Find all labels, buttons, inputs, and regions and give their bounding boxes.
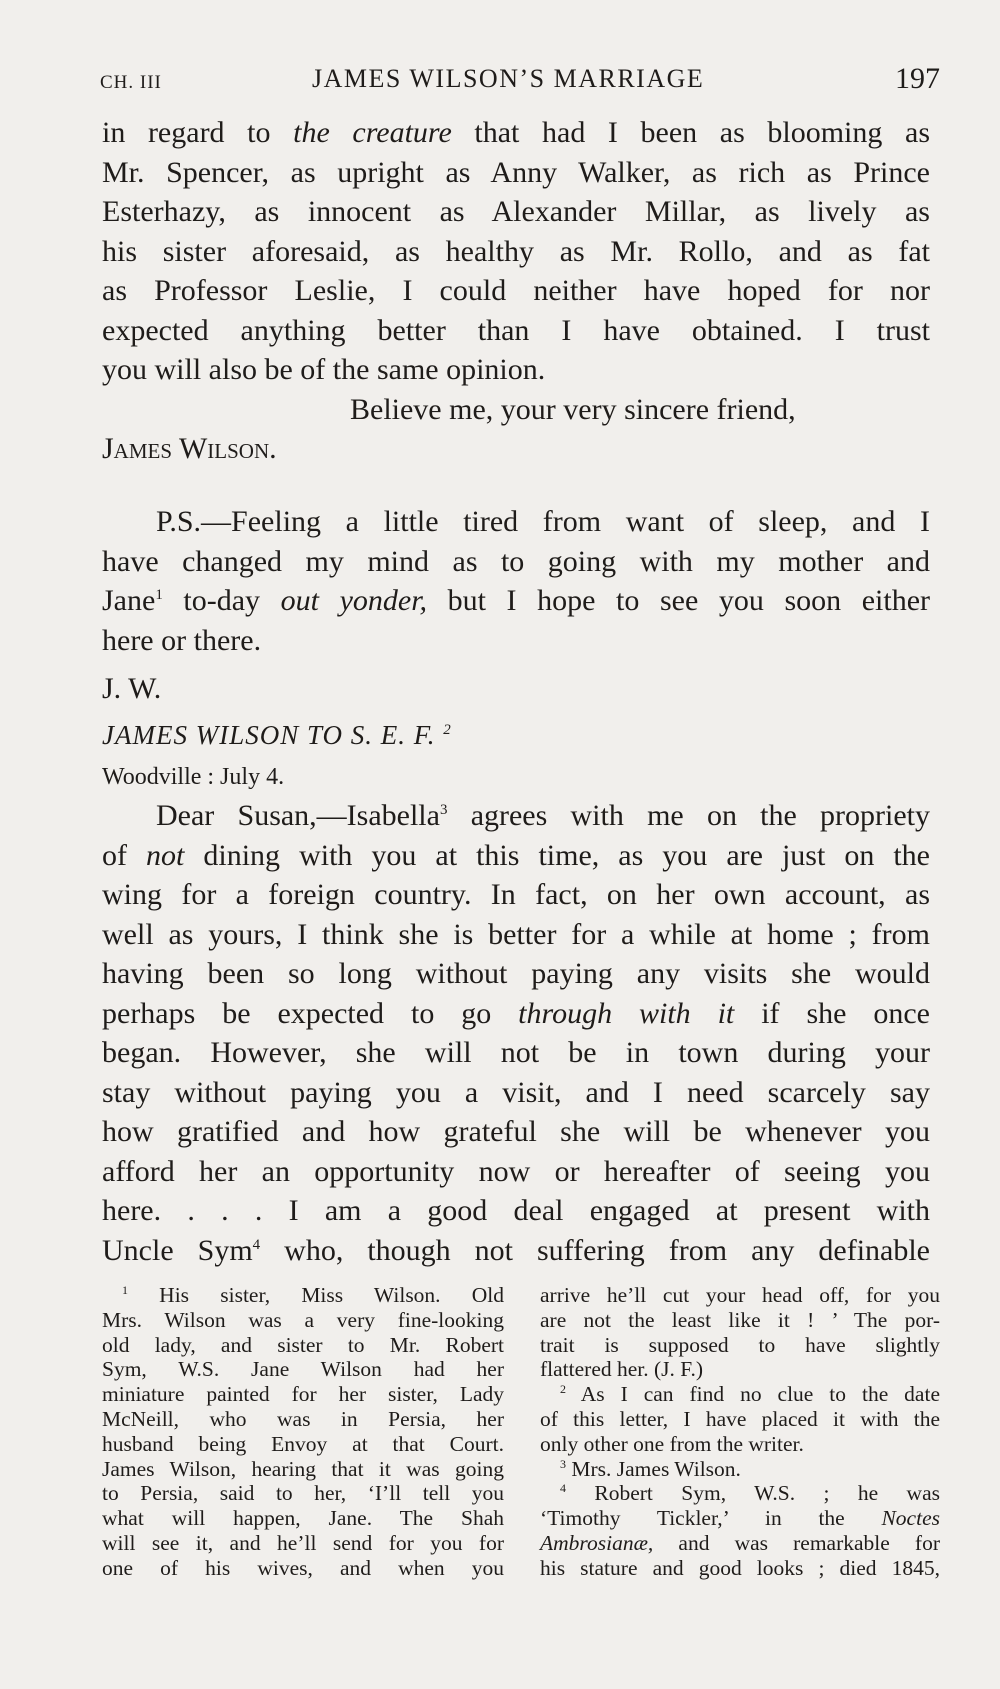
text-line: here or there. — [102, 623, 262, 657]
chapter-label: CH. III — [100, 72, 162, 93]
footnote-line: are not the least like it ! ’ The por- — [540, 1307, 940, 1332]
text-line: Jane$^1$ to-day out yonder, but I hope to see you soon either — [102, 584, 930, 617]
text-line: Esterhazy, as innocent as Alexander Millar, as lively as — [102, 195, 930, 228]
text-line: his sister aforesaid, as healthy as Mr. Rollo, and as fat — [102, 234, 930, 268]
text-line: as Professor Leslie, I could neither have hoped for nor — [102, 274, 930, 307]
footnote-line: one of his wives, and when you — [102, 1555, 504, 1580]
text-line: Uncle Sym$^4$ who, though not suffering from any definable — [102, 1233, 930, 1267]
text-line: in regard to the creature that had I been as blooming as — [102, 116, 930, 149]
footnote-line: husband being Envoy at that Court. — [102, 1431, 504, 1456]
text-line: wing for a foreign country. In fact, on her own account, as — [102, 878, 930, 911]
text-line: Dear Susan,—Isabella$^3$ agrees with me on the propriety — [156, 799, 930, 832]
footnote-line: miniature painted for her sister, Lady — [102, 1382, 504, 1407]
footnote-line: his stature and good looks ; died 1845, — [540, 1555, 940, 1580]
first-letter-body — [102, 113, 930, 469]
footnote-line: $^3$ Mrs. James Wilson. — [560, 1456, 741, 1481]
text-line: having been so long without paying any visits she would — [102, 957, 930, 990]
footnotes-right-column — [540, 1283, 940, 1581]
footnotes-left-column — [102, 1283, 504, 1581]
footnote-line: only other one from the writer. — [540, 1431, 804, 1456]
footnote-line: arrive he’ll cut your head off, for you — [540, 1283, 940, 1307]
footnote-line: old lady, and sister to Mr. Robert — [102, 1332, 504, 1357]
letter-heading: JAMES WILSON TO S. E. F. $^2$ — [102, 720, 452, 750]
footnote-line: James Wilson, hearing that it was going — [102, 1456, 504, 1481]
text-line: began. However, she will not be in town during your — [102, 1036, 930, 1069]
letter-closing: Believe me, your very sincere friend, — [350, 392, 796, 426]
text-line: you will also be of the same opinion. — [102, 353, 546, 386]
second-letter-body — [102, 796, 930, 1270]
footnote-ref: 4 — [252, 1236, 261, 1253]
ps-initials: J. W. — [102, 672, 162, 705]
footnote-line: $^4$ Robert Sym, W.S. ; he was — [560, 1481, 940, 1506]
footnote-line: $^2$ As I can find no clue to the date — [560, 1382, 940, 1407]
footnote-ref: 2 — [443, 722, 452, 738]
second-letter-heading — [102, 716, 930, 797]
footnote-line: trait is supposed to have slightly — [540, 1332, 940, 1357]
running-head — [100, 60, 940, 100]
footnote-line: of this letter, I have placed it with the — [540, 1406, 940, 1431]
footnote-ref: 1 — [155, 587, 163, 603]
text-line: perhaps be expected to go through with it if she once — [102, 996, 931, 1030]
signature: James Wilson. — [102, 432, 277, 465]
text-line: here. . . . I am a good deal engaged at present with — [102, 1194, 930, 1227]
footnote-line: to Persia, said to her, ‘I’ll tell you — [102, 1481, 504, 1506]
footnote-line: Sym, W.S. Jane Wilson had her — [102, 1357, 504, 1382]
text-line: afford her an opportunity now or hereafter of seeing you — [102, 1154, 930, 1188]
text-line: have changed my mind as to going with my mother and — [102, 544, 930, 578]
footnote-line: what will happen, Jane. The Shah — [102, 1506, 504, 1531]
text-line: Mr. Spencer, as upright as Anny Walker, as rich as Prince — [102, 155, 930, 189]
postscript — [102, 502, 930, 709]
footnote-ref: 3 — [439, 802, 448, 818]
footnote-line: Mrs. Wilson was a very fine-looking — [102, 1307, 504, 1332]
footnote-line: McNeill, who was in Persia, her — [102, 1406, 504, 1431]
dateline: Woodville : July 4. — [102, 763, 285, 790]
text-line: stay without paying you a visit, and I need scarcely say — [102, 1075, 930, 1109]
page-number: 197 — [895, 62, 940, 95]
text-line: how gratified and how grateful she will be whenever you — [102, 1115, 930, 1148]
footnote-line: will see it, and he’ll send for you for — [102, 1530, 504, 1555]
text-line: P.S.—Feeling a little tired from want of sleep, and I — [156, 505, 930, 538]
running-title: JAMES WILSON’S MARRIAGE — [312, 64, 705, 93]
text-line: expected anything better than I have obtained. I trust — [102, 313, 930, 347]
footnote-line: Ambrosianæ, and was remarkable for — [540, 1530, 940, 1555]
footnote-line: ‘Timothy Tickler,’ in the Noctes — [540, 1506, 940, 1531]
text-line: well as yours, I think she is better for a while at home ; from — [102, 917, 930, 951]
text-line: of not dining with you at this time, as you are just on the — [102, 838, 930, 872]
footnote-line: flattered her. (J. F.) — [540, 1357, 704, 1382]
footnote-line: $^1$ His sister, Miss Wilson. Old — [122, 1282, 504, 1307]
